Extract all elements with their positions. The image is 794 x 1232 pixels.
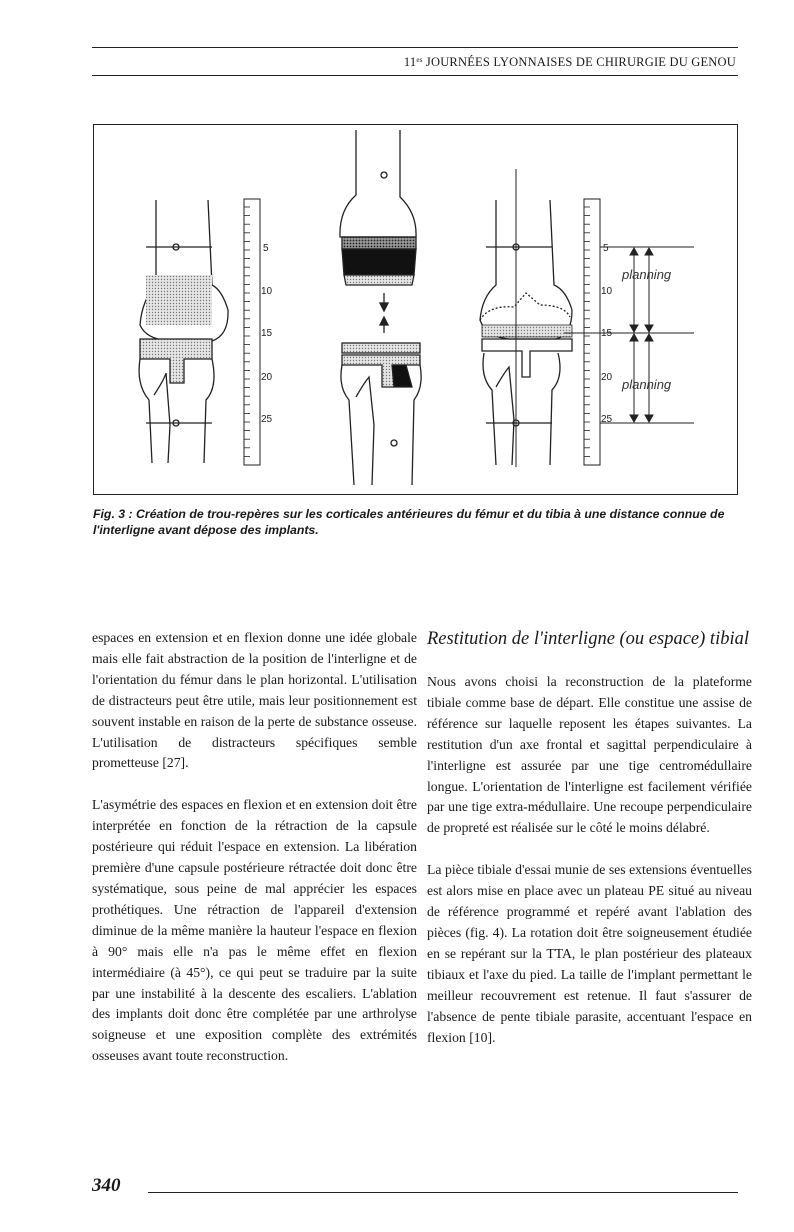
right-column <box>427 628 752 1048</box>
left-column <box>92 628 417 1067</box>
left-paragraph-2: L'asymétrie des espaces en flexion et en extension doit être interprétée en fonction de la rétraction de la capsule postérieure qui réduit l'espace en extension. La libération première d'une capsule postérieure rétractée doit donc être systématique, sous peine de mal apprécier les espaces prothétiques. Une rétraction de l'appareil d'extension diminue de la même manière la hauteur l'espace en flexion à 90° mais elle n'a pas le même effet en flexion intermédiaire (à 45°), ce qui peut se traduire par la suite par une instabilité à la descente des escaliers. L'ablation des implants doit donc être complétée par une arthrolyse soigneuse et une exposition complète des extrémités osseuses avant toute reconstruction. <box>92 797 417 1064</box>
page-number: 340 <box>92 1175 121 1196</box>
planning-label-bottom: planning <box>622 377 672 392</box>
left-paragraph-1: espaces en extension et en flexion donne une idée globale mais elle fait abstraction de la position de l'interligne et de l'orientation du fémur dans le plan horizontal. L'utilisation de distracteurs peut être utile, mais leur positionnement est souvent instable en raison de la perte de substance osseuse. L'utilisation de distracteurs spécifiques semble prometteuse [27]. <box>92 630 417 771</box>
header-rule-top <box>92 47 738 48</box>
left-scale-25: 25 <box>261 414 273 425</box>
right-paragraph-2: La pièce tibiale d'essai munie de ses extensions éventuelles est alors mise en place avec un plateau PE situé au niveau de référence programmé et repéré avant l'ablation des pièces (fig. 4). La rotation doit être soigneusement étudiée en se repérant sur la TTA, le plan postérieur des plateaux tibiaux et l'axe du pied. La taille de l'implant permettant le meilleur recouvrement est retenue. Il faut s'assurer de l'absence de pente tibiale parasite, accentuant l'espace en flexion [10]. <box>427 862 752 1045</box>
right-scale-20: 20 <box>601 372 613 383</box>
footer-rule <box>148 1192 738 1193</box>
middle-knee <box>340 130 421 485</box>
right-scale-labels <box>601 243 613 425</box>
planning-label-top: planning <box>622 267 672 282</box>
right-ruler <box>584 199 600 465</box>
knee-diagram <box>94 125 739 496</box>
header-title: JOURNÉES LYONNAISES DE CHIRURGIE DU GENOU <box>422 55 736 69</box>
running-header <box>404 55 736 70</box>
left-scale-10: 10 <box>261 286 273 297</box>
right-paragraph-1: Nous avons choisi la reconstruction de la plateforme tibiale comme base de départ. Elle constitue une assise de référence sur laquelle reposent les étapes suivantes. La restitution d'un axe frontal et sagittal perpendiculaire à l'interligne est assurée par une tige centromédullaire longue. L'orientation de l'interligne est facilement vérifiée par une tige extra-médullaire. Une recoupe perpendiculaire de propreté est réalisée sur le côté le moins délabré. <box>427 674 752 836</box>
figure-3 <box>93 124 738 495</box>
right-scale-10: 10 <box>601 286 613 297</box>
figure-caption: Fig. 3 : Création de trou-repères sur les corticales antérieures du fémur et du tibia à une distance connue de l'interligne avant dépose des implants. <box>93 507 725 537</box>
left-ruler <box>244 199 260 465</box>
left-scale-labels <box>261 243 273 425</box>
section-title: Restitution de l'interligne (ou espace) tibial <box>427 629 749 649</box>
right-knee <box>480 169 572 467</box>
header-number: 11 <box>403 55 417 69</box>
left-knee <box>139 200 228 463</box>
left-scale-5: 5 <box>263 243 269 254</box>
right-scale-5: 5 <box>603 243 609 254</box>
left-scale-20: 20 <box>261 372 273 383</box>
header-superscript: es <box>416 56 423 64</box>
right-scale-15: 15 <box>601 328 613 339</box>
right-scale-25: 25 <box>601 414 613 425</box>
right-ruler-ticks <box>584 207 590 456</box>
left-ruler-ticks <box>244 207 250 456</box>
header-rule-bottom <box>92 75 738 76</box>
left-scale-15: 15 <box>261 328 273 339</box>
